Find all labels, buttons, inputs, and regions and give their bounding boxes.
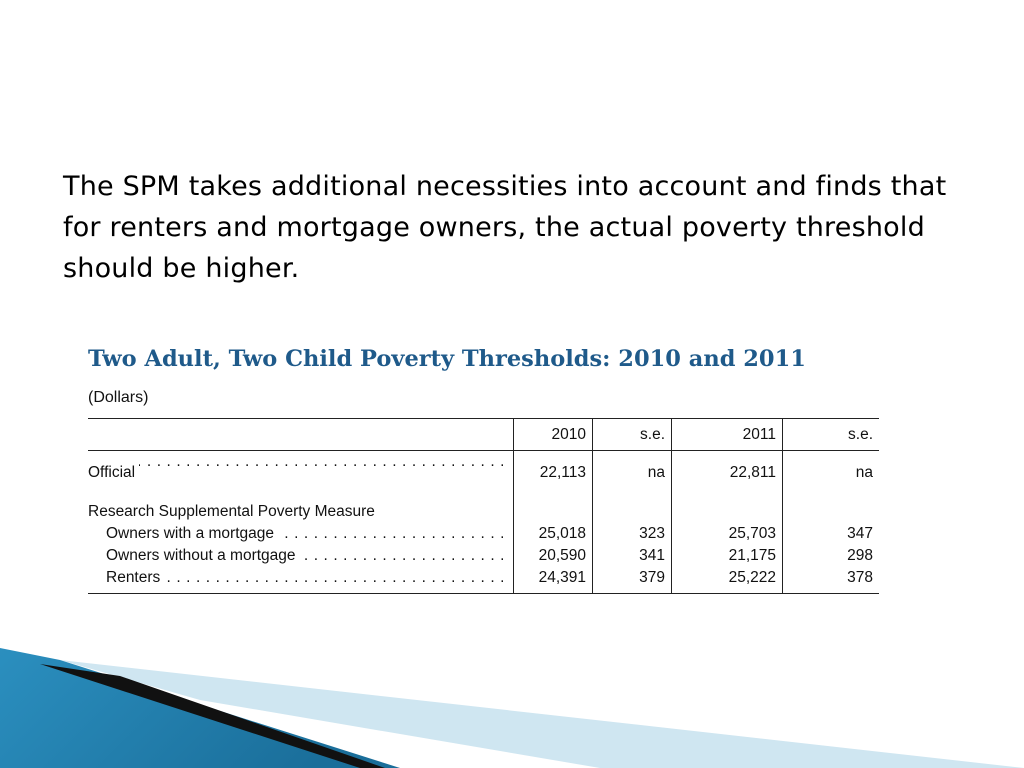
cell-se-2010: 323 <box>593 523 672 545</box>
row-label-text: Research Supplemental Poverty Measure <box>88 503 379 520</box>
cell-2010: 20,590 <box>514 545 593 567</box>
table-title: Two Adult, Two Child Poverty Thresholds: 2010 and 2011 <box>88 346 806 372</box>
table-units-label: (Dollars) <box>88 389 149 406</box>
cell-se-2010: na <box>593 451 672 486</box>
ribbon-dark-stripe <box>40 664 385 768</box>
row-label-text: Official <box>88 464 139 481</box>
row-label-text: Renters <box>88 569 164 586</box>
cell-se-2010: 341 <box>593 545 672 567</box>
header-2011: 2011 <box>672 419 783 451</box>
cell-se-2011: 347 <box>783 523 880 545</box>
cell-se-2011: 378 <box>783 567 880 594</box>
row-label <box>88 567 514 594</box>
table-row-owners-without-mortgage <box>88 545 879 567</box>
table-header-row <box>88 419 879 451</box>
cell-2010: 24,391 <box>514 567 593 594</box>
table-row-official <box>88 451 879 486</box>
cell-2011: 21,175 <box>672 545 783 567</box>
slide-body-text: The SPM takes additional necessities into account and finds that for renters and mortgage owners, the actual poverty threshold should be higher. <box>63 171 947 284</box>
row-label-text: Owners with a mortgage <box>88 525 278 542</box>
cell-se-2011: na <box>783 451 880 486</box>
row-label <box>88 451 514 486</box>
table-row-renters <box>88 567 879 594</box>
row-label <box>88 523 514 545</box>
header-se-2010: s.e. <box>593 419 672 451</box>
row-label <box>88 501 514 523</box>
ribbon-light-band <box>60 660 1024 768</box>
poverty-thresholds-table <box>88 418 879 594</box>
table-row-owners-with-mortgage <box>88 523 879 545</box>
cell-2011: 22,811 <box>672 451 783 486</box>
row-label <box>88 545 514 567</box>
header-2010: 2010 <box>514 419 593 451</box>
cell-2011: 25,222 <box>672 567 783 594</box>
cell-se-2011: 298 <box>783 545 880 567</box>
header-se-2011: s.e. <box>783 419 880 451</box>
cell-2010: 22,113 <box>514 451 593 486</box>
table-row-spm-heading <box>88 501 879 523</box>
cell-se-2010: 379 <box>593 567 672 594</box>
row-label-text: Owners without a mortgage <box>88 547 300 564</box>
cell-2010: 25,018 <box>514 523 593 545</box>
cell-2011: 25,703 <box>672 523 783 545</box>
header-label <box>88 419 514 451</box>
table-spacer-row <box>88 485 879 501</box>
ribbon-blue-band <box>0 648 400 768</box>
